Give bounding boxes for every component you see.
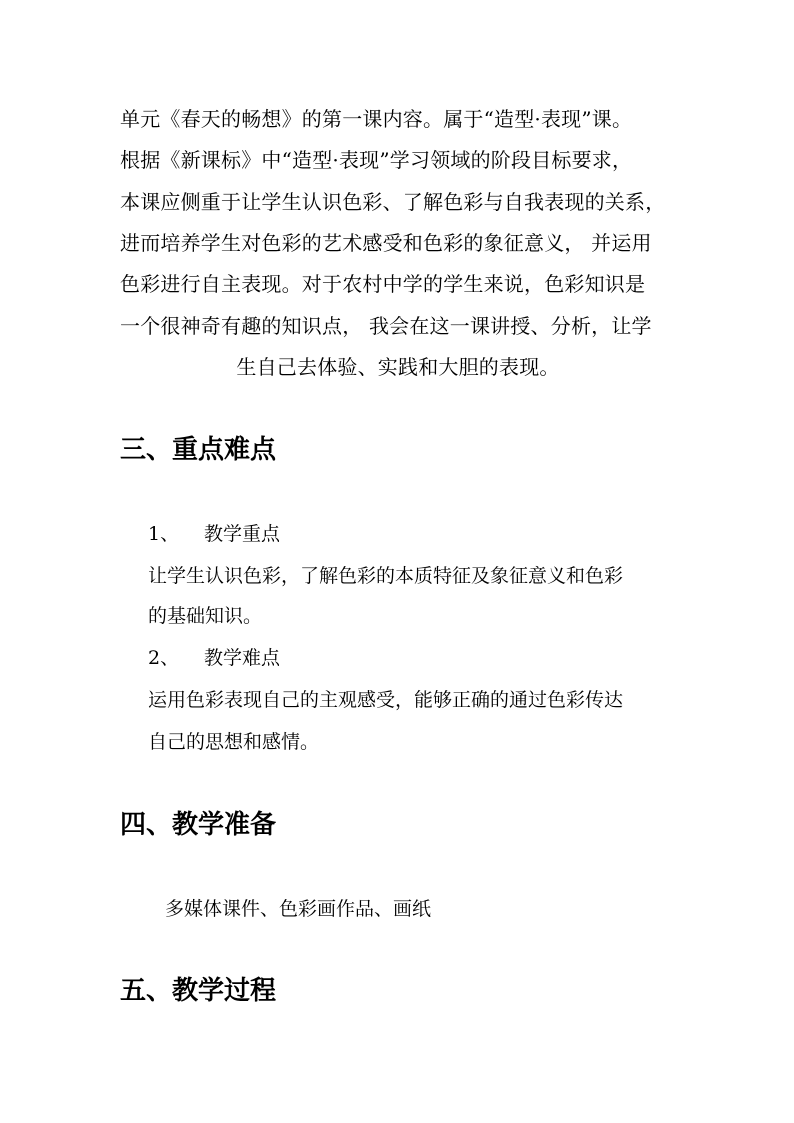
item-1-label: 教学重点 <box>204 523 281 545</box>
section-3-item-1-text-line-1: 让学生认识色彩，了解色彩的本质特征及象征意义和色彩 <box>148 565 624 587</box>
section-3-item-2-text-line-1: 运用色彩表现自己的主观感受，能够正确的通过色彩传达 <box>148 689 624 711</box>
paragraph-line-7: 生自己去体验、实践和大胆的表现。 <box>236 355 560 379</box>
item-1-number: 1、 <box>148 523 180 545</box>
section-3-heading: 三、重点难点 <box>120 435 277 465</box>
section-3-item-1-text-line-2: 的基础知识。 <box>148 605 263 627</box>
section-4-heading: 四、教学准备 <box>120 810 277 840</box>
section-5-heading: 五、教学过程 <box>120 976 277 1006</box>
item-2-label: 教学难点 <box>204 647 281 669</box>
section-3-item-1-heading <box>148 522 280 546</box>
section-4-text: 多媒体课件、色彩画作品、画纸 <box>165 898 432 920</box>
paragraph-line-1: 单元《春天的畅想》的第一课内容。属于“造型·表现”课。 <box>120 107 633 131</box>
paragraph-line-6: 一个很神奇有趣的知识点， 我会在这一课讲授、分析，让学 <box>120 314 652 338</box>
section-3-item-2-text-line-2: 自己的思想和感情。 <box>148 731 320 753</box>
paragraph-line-2: 根据《新课标》中“造型·表现”学习领域的阶段目标要求， <box>120 148 633 172</box>
item-2-number: 2、 <box>148 647 180 669</box>
paragraph-line-3: 本课应侧重于让学生认识色彩、了解色彩与自我表现的关系， <box>120 190 666 214</box>
paragraph-line-4: 进而培养学生对色彩的艺术感受和色彩的象征意义， 并运用 <box>120 231 652 255</box>
paragraph-line-5: 色彩进行自主表现。对于农村中学的学生来说，色彩知识是 <box>120 272 646 296</box>
section-3-item-2-heading <box>148 646 280 670</box>
